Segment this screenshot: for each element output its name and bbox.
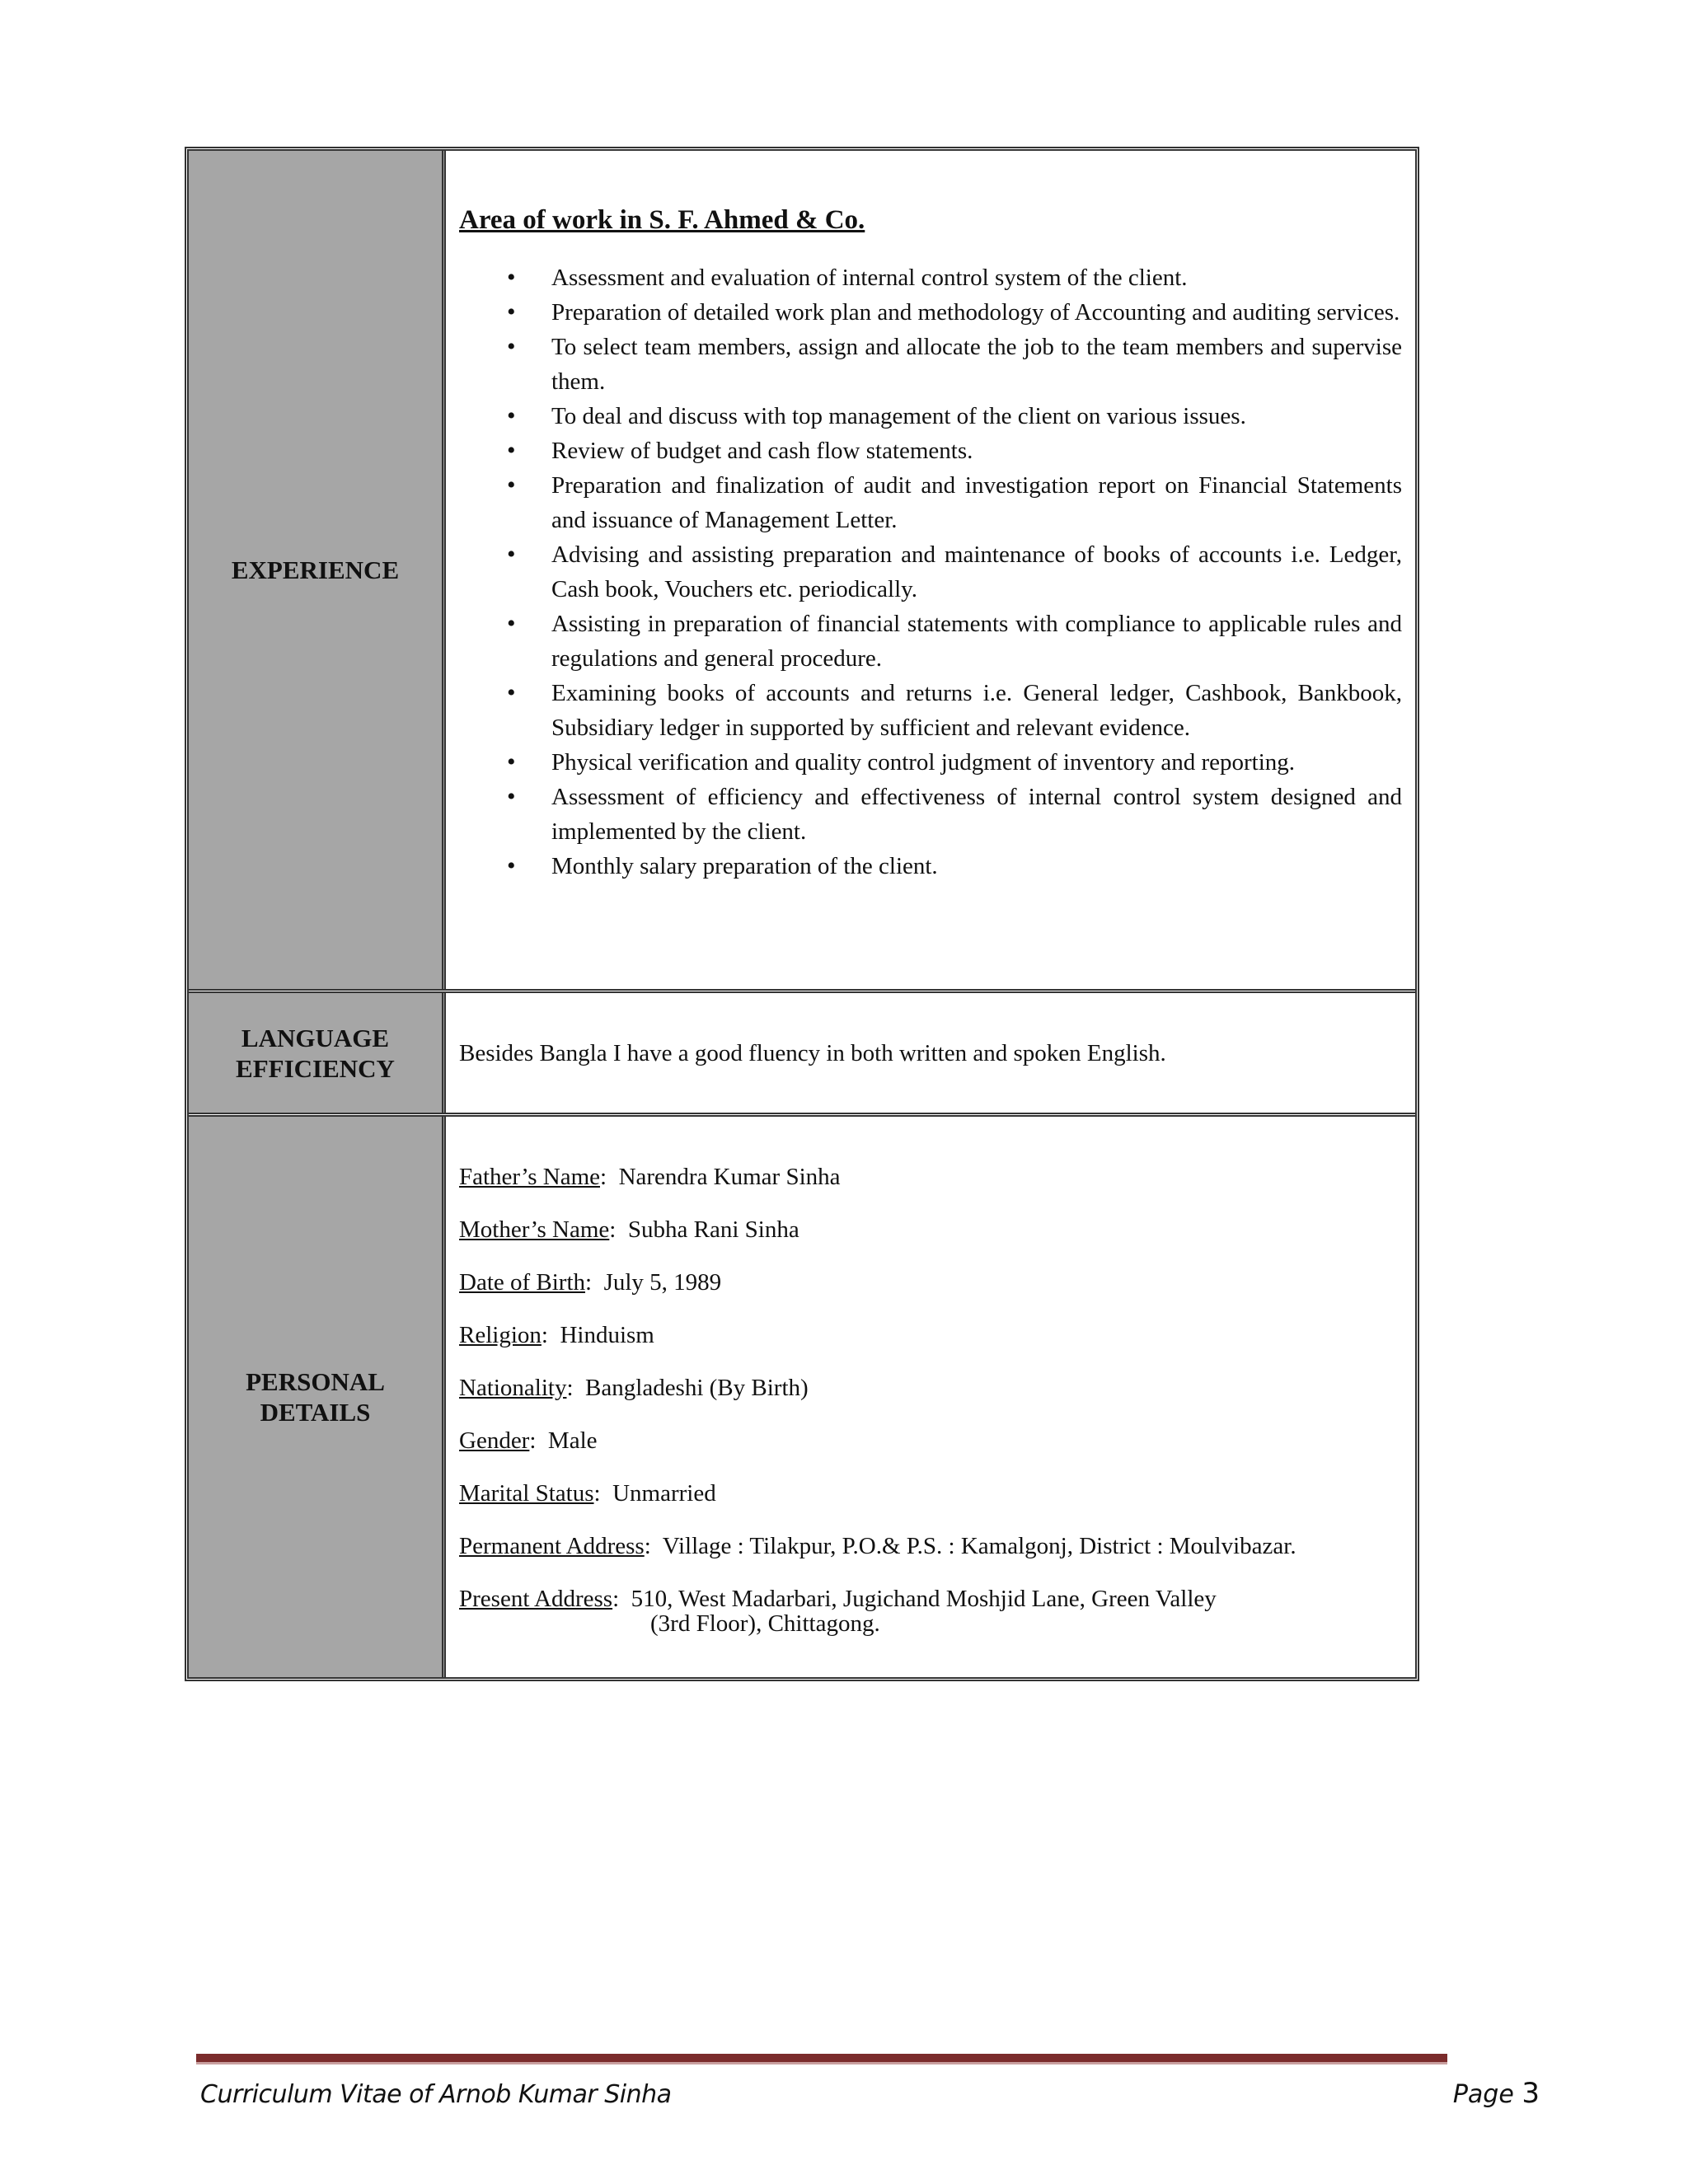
bullet-icon: • bbox=[507, 437, 516, 464]
footer-rule bbox=[196, 2054, 1447, 2064]
date-of-birth-field: Date of Birth: July 5, 1989 bbox=[459, 1269, 722, 1296]
list-item: • Monthly salary preparation of the client. bbox=[459, 849, 1402, 883]
marital-status-field: Marital Status: Unmarried bbox=[459, 1480, 716, 1507]
gender-field: Gender: Male bbox=[459, 1427, 598, 1454]
religion-field: Religion: Hinduism bbox=[459, 1322, 654, 1348]
bullet-icon: • bbox=[507, 783, 516, 810]
list-item: • To deal and discuss with top management of the client on various issues. bbox=[459, 399, 1402, 434]
personal-details-row bbox=[189, 1117, 1415, 1677]
permanent-address-field: Permanent Address: Village : Tilakpur, P.O.& P.S. : Kamalgonj, District : Moulvibazar. bbox=[459, 1533, 1296, 1559]
personal-details-content bbox=[446, 1117, 1415, 1677]
list-item: • Assessment and evaluation of internal control system of the client. bbox=[459, 260, 1402, 295]
list-item: • Assessment of efficiency and effectiveness of internal control system designed and implemented by the client. bbox=[459, 780, 1402, 849]
experience-label: EXPERIENCE bbox=[189, 151, 446, 989]
list-item: • Advising and assisting preparation and maintenance of books of accounts i.e. Ledger, Cash book, Vouchers etc. periodically. bbox=[459, 537, 1402, 607]
list-item: • Review of budget and cash flow statements. bbox=[459, 434, 1402, 468]
language-row bbox=[189, 993, 1415, 1117]
fathers-name-field: Father’s Name: Narendra Kumar Sinha bbox=[459, 1164, 841, 1190]
bullet-icon: • bbox=[507, 264, 516, 291]
language-content bbox=[446, 993, 1415, 1113]
bullet-icon: • bbox=[507, 610, 516, 637]
bullet-icon: • bbox=[507, 679, 516, 706]
bullet-icon: • bbox=[507, 748, 516, 776]
list-item: • Assisting in preparation of financial statements with compliance to applicable rules and regulations and general procedure. bbox=[459, 607, 1402, 676]
list-item: • Examining books of accounts and returns i.e. General ledger, Cashbook, Bankbook, Subsidiary ledger in supported by sufficient and relevant evidence. bbox=[459, 676, 1402, 745]
list-item: • Physical verification and quality control judgment of inventory and reporting. bbox=[459, 745, 1402, 780]
bullet-icon: • bbox=[507, 852, 516, 879]
list-item: • Preparation and finalization of audit and investigation report on Financial Statements and issuance of Management Letter. bbox=[459, 468, 1402, 537]
present-address-field: Present Address: 510, West Madarbari, Jugichand Moshjid Lane, Green Valley bbox=[459, 1586, 1217, 1612]
language-text: Besides Bangla I have a good fluency in both written and spoken English. bbox=[459, 1039, 1166, 1066]
bullet-icon: • bbox=[507, 298, 516, 326]
cv-table bbox=[185, 147, 1419, 1681]
bullet-icon: • bbox=[507, 471, 516, 499]
present-address-line2: (3rd Floor), Chittagong. bbox=[650, 1610, 880, 1637]
experience-content bbox=[446, 151, 1415, 989]
experience-row bbox=[189, 151, 1415, 993]
list-item: • To select team members, assign and allocate the job to the team members and supervise them. bbox=[459, 330, 1402, 399]
footer-cv-title: Curriculum Vitae of Arnob Kumar Sinha bbox=[200, 2080, 672, 2109]
language-label: LANGUAGE EFFICIENCY bbox=[189, 993, 446, 1113]
list-item: • Preparation of detailed work plan and methodology of Accounting and auditing services. bbox=[459, 295, 1402, 330]
nationality-field: Nationality: Bangladeshi (By Birth) bbox=[459, 1375, 809, 1401]
footer-page-number: Page 3 bbox=[1452, 2077, 1540, 2110]
area-of-work-title: Area of work in S. F. Ahmed & Co. bbox=[459, 205, 865, 235]
bullet-icon: • bbox=[507, 402, 516, 429]
bullet-icon: • bbox=[507, 541, 516, 568]
experience-bullet-list bbox=[459, 260, 1402, 883]
bullet-icon: • bbox=[507, 333, 516, 360]
personal-details-label: PERSONAL DETAILS bbox=[189, 1117, 446, 1677]
mothers-name-field: Mother’s Name: Subha Rani Sinha bbox=[459, 1216, 799, 1243]
